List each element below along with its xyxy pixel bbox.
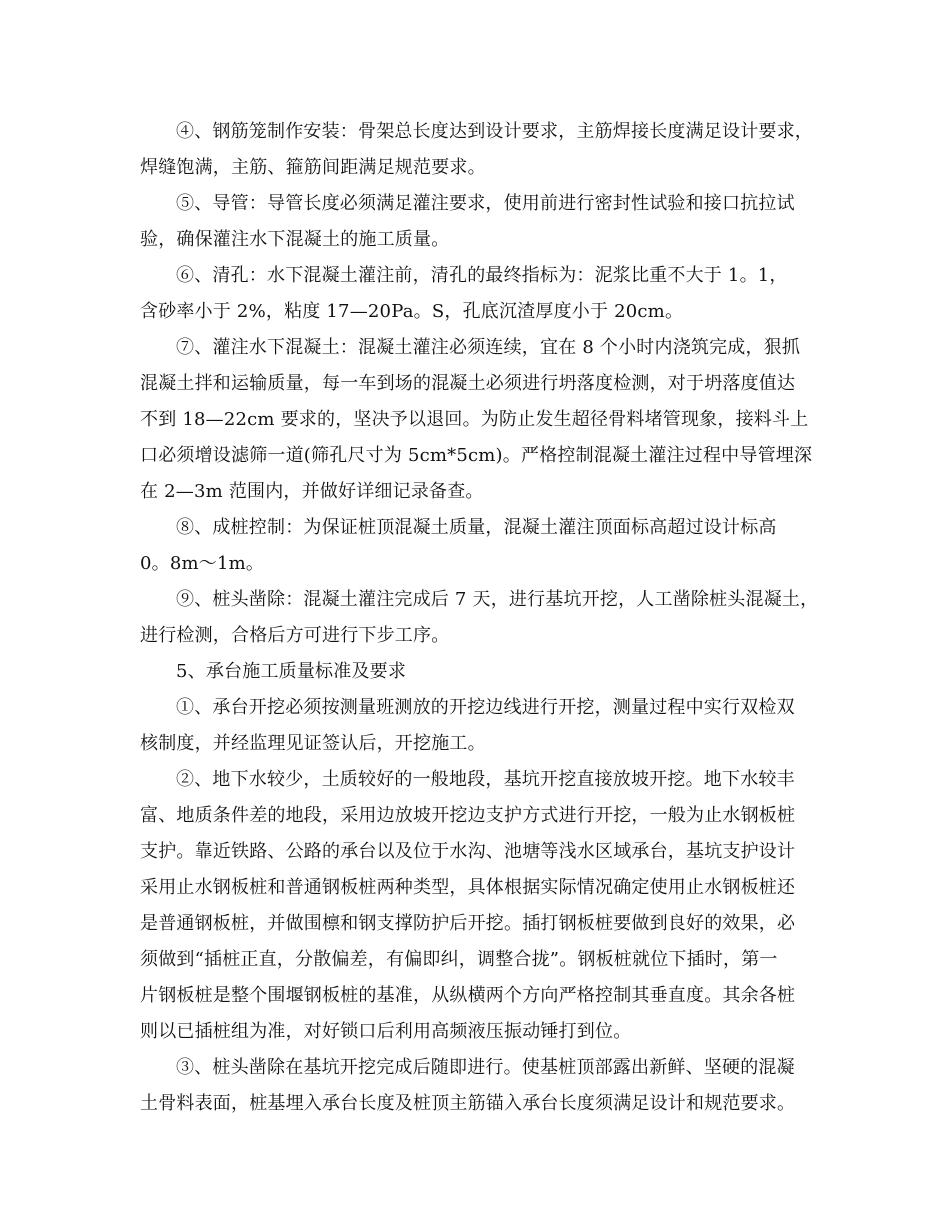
text-line: ④、钢筋笼制作安装：骨架总长度达到设计要求，主筋焊接长度满足设计要求， bbox=[176, 121, 813, 142]
text-line: 焊缝饱满，主筋、箍筋间距满足规范要求。 bbox=[140, 157, 486, 178]
text-line: ②、地下水较少，土质较好的一般地段，基坑开挖直接放坡开挖。地下水较丰 bbox=[176, 769, 795, 790]
text-line: 在 2—3m 范围内，并做好详细记录备查。 bbox=[140, 481, 484, 502]
text-line: ③、桩头凿除在基坑开挖完成后随即进行。使基桩顶部露出新鲜、坚硬的混凝 bbox=[176, 1057, 795, 1078]
text-line: 须做到“插桩正直，分散偏差，有偏即纠，调整合拢”。钢板桩就位下插时，第一 bbox=[140, 949, 778, 970]
text-line: 0。8m～1m。 bbox=[140, 553, 265, 574]
text-line: ⑥、清孔：水下混凝土灌注前，清孔的最终指标为：泥浆比重不大于 1。1， bbox=[176, 265, 788, 286]
text-line: ①、承台开挖必须按测量班测放的开挖边线进行开挖，测量过程中实行双检双 bbox=[176, 697, 795, 718]
text-line: ⑧、成桩控制：为保证桩顶混凝土质量，混凝土灌注顶面标高超过设计标高 bbox=[176, 517, 777, 538]
text-line: ⑤、导管：导管长度必须满足灌注要求，使用前进行密封性试验和接口抗拉试 bbox=[176, 193, 795, 214]
text-line: 富、地质条件差的地段，采用边放坡开挖边支护方式进行开挖，一般为止水钢板桩 bbox=[140, 805, 796, 826]
text-line: 混凝土拌和运输质量，每一车到场的混凝土必须进行坍落度检测，对于坍落度值达 bbox=[140, 373, 796, 394]
text-line: ⑨、桩头凿除：混凝土灌注完成后 7 天，进行基坑开挖，人工凿除桩头混凝土， bbox=[176, 589, 819, 610]
text-line: 核制度，并经监理见证签认后，开挖施工。 bbox=[140, 733, 486, 754]
text-line: 采用止水钢板桩和普通钢板桩两种类型，具体根据实际情况确定使用止水钢板桩还 bbox=[140, 877, 796, 898]
section-heading: 5、承台施工质量标准及要求 bbox=[176, 661, 407, 682]
text-line: 是普通钢板桩，并做围檩和钢支撑防护后开挖。插打钢板桩要做到良好的效果，必 bbox=[140, 913, 796, 934]
text-line: 支护。靠近铁路、公路的承台以及位于水沟、池塘等浅水区域承台，基坑支护设计 bbox=[140, 841, 796, 862]
text-line: 进行检测，合格后方可进行下步工序。 bbox=[140, 625, 450, 646]
text-line: 口必须增设滤筛一道(筛孔尺寸为 5cm*5cm)。严格控制混凝土灌注过程中导管埋深 bbox=[140, 445, 813, 466]
text-line: 片钢板桩是整个围堰钢板桩的基准，从纵横两个方向严格控制其垂直度。其余各桩 bbox=[140, 985, 796, 1006]
text-line: 则以已插桩组为准，对好锁口后利用高频液压振动锤打到位。 bbox=[140, 1021, 632, 1042]
text-line: ⑦、灌注水下混凝土：混凝土灌注必须连续，宜在 8 个小时内浇筑完成，狠抓 bbox=[176, 337, 801, 358]
text-line: 土骨料表面，桩基埋入承台长度及桩顶主筋锚入承台长度须满足设计和规范要求。 bbox=[140, 1093, 796, 1114]
text-line: 验，确保灌注水下混凝土的施工质量。 bbox=[140, 229, 450, 250]
text-line: 不到 18—22cm 要求的，坚决予以退回。为防止发生超径骨料堵管现象，接料斗上 bbox=[140, 409, 809, 430]
text-line: 含砂率小于 2%，粘度 17—20Pa。S，孔底沉渣厚度小于 20cm。 bbox=[140, 301, 684, 322]
